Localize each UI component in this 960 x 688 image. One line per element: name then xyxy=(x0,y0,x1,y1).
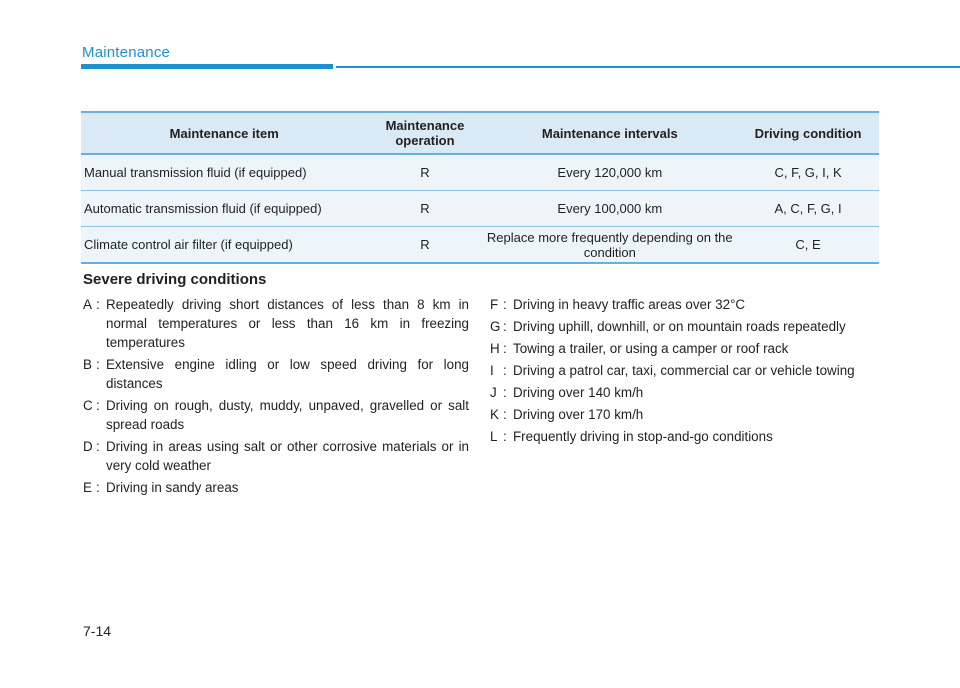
list-item: F : Driving in heavy traffic areas over 32°C xyxy=(490,295,890,314)
cell-interval: Every 100,000 km xyxy=(483,191,738,227)
list-item: D : Driving in areas using salt or other corrosive materials or in very cold weather xyxy=(83,439,469,473)
cell-operation: R xyxy=(367,191,482,227)
list-item: J : Driving over 140 km/h xyxy=(490,383,890,402)
condition-text: Driving uphill, downhill, or on mountain roads repeatedly xyxy=(513,319,846,334)
list-item: A : Repeatedly driving short distances of less than 8 km in normal temperatures or less than 16 km in freezing temperatures xyxy=(83,297,469,350)
header-driving-condition: Driving condition xyxy=(737,112,879,154)
condition-letter: L xyxy=(490,429,498,444)
section-title: Maintenance xyxy=(82,44,171,61)
condition-text: Extensive engine idling or low speed driving for long distances xyxy=(106,357,469,391)
condition-text: Driving over 170 km/h xyxy=(513,407,644,422)
condition-letter: K xyxy=(490,407,499,422)
page-number: 7-14 xyxy=(83,623,112,639)
cell-condition: C, F, G, I, K xyxy=(737,154,879,191)
condition-text: Frequently driving in stop-and-go conditions xyxy=(513,429,773,444)
table-row xyxy=(81,154,879,191)
header-maintenance-operation: Maintenance operation xyxy=(367,112,482,154)
condition-text: Driving on rough, dusty, muddy, unpaved, gravelled or salt spread roads xyxy=(106,398,469,432)
condition-text: Driving a patrol car, taxi, commercial car or vehicle towing xyxy=(513,363,855,378)
list-item: K : Driving over 170 km/h xyxy=(490,405,890,424)
condition-letter: A xyxy=(83,297,92,312)
condition-letter: J xyxy=(490,385,497,400)
table-header-row xyxy=(81,112,879,154)
cell-condition: A, C, F, G, I xyxy=(737,191,879,227)
condition-text: Driving in heavy traffic areas over 32°C xyxy=(513,297,746,312)
cell-operation: R xyxy=(367,227,482,264)
table-row xyxy=(81,191,879,227)
header-maintenance-item: Maintenance item xyxy=(81,112,367,154)
condition-text: Driving in areas using salt or other corrosive materials or in very cold weather xyxy=(106,439,469,473)
cell-operation: R xyxy=(367,154,482,191)
condition-text: Driving over 140 km/h xyxy=(513,385,644,400)
condition-letter: I xyxy=(490,363,494,378)
severe-conditions-heading: Severe driving conditions xyxy=(83,271,267,288)
header-maintenance-intervals: Maintenance intervals xyxy=(483,112,738,154)
maintenance-table xyxy=(81,111,879,264)
condition-text: Driving in sandy areas xyxy=(106,480,239,495)
table-row xyxy=(81,227,879,264)
list-item: C : Driving on rough, dusty, muddy, unpaved, gravelled or salt spread roads xyxy=(83,398,469,432)
header-rule-thick xyxy=(81,64,333,69)
severe-conditions-list-left xyxy=(83,295,469,500)
condition-letter: F xyxy=(490,297,499,312)
condition-letter: D xyxy=(83,439,93,454)
condition-letter: H xyxy=(490,341,500,356)
condition-letter: B xyxy=(83,357,92,372)
condition-letter: C xyxy=(83,398,93,413)
list-item: B : Extensive engine idling or low speed driving for long distances xyxy=(83,357,469,391)
cell-item: Automatic transmission fluid (if equipped) xyxy=(81,191,367,227)
cell-item: Manual transmission fluid (if equipped) xyxy=(81,154,367,191)
header-rule-thin xyxy=(336,66,960,68)
cell-item: Climate control air filter (if equipped) xyxy=(81,227,367,264)
condition-text: Repeatedly driving short distances of less than 8 km in normal temperatures or less than 16 km in freezing temperatures xyxy=(106,297,469,350)
cell-interval: Replace more frequently depending on the condition xyxy=(483,227,738,264)
list-item: I : Driving a patrol car, taxi, commercial car or vehicle towing xyxy=(490,361,890,380)
list-item: L : Frequently driving in stop-and-go conditions xyxy=(490,427,890,446)
condition-letter: G xyxy=(490,319,501,334)
list-item: E : Driving in sandy areas xyxy=(83,478,469,497)
list-item: H : Towing a trailer, or using a camper or roof rack xyxy=(490,339,890,358)
severe-conditions-list-right xyxy=(490,295,890,449)
list-item: G : Driving uphill, downhill, or on mountain roads repeatedly xyxy=(490,317,890,336)
condition-letter: E xyxy=(83,480,92,495)
condition-text: Towing a trailer, or using a camper or roof rack xyxy=(513,341,789,356)
cell-interval: Every 120,000 km xyxy=(483,154,738,191)
cell-condition: C, E xyxy=(737,227,879,264)
